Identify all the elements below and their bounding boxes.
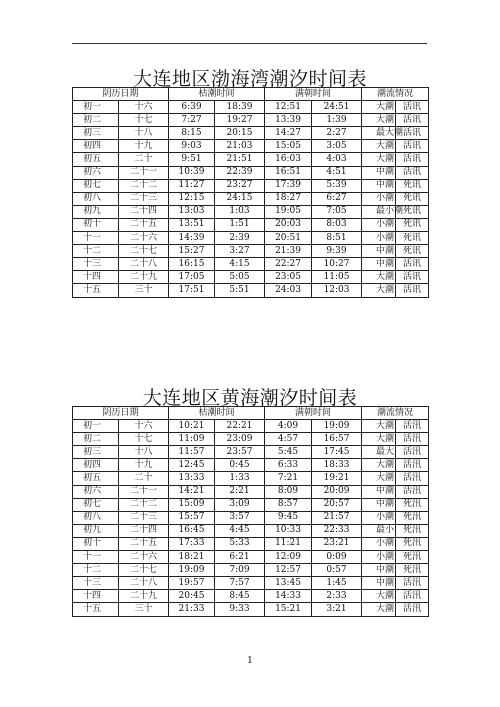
cell-high-tide-2: 8:03 [312, 218, 362, 231]
bohai-table-title: 大连地区渤海湾潮汐时间表 [132, 68, 367, 90]
cell-low-tide-1: 6:39 [169, 101, 215, 114]
cell-lunar-day-b: 二十三 [119, 192, 169, 205]
cell-lunar-day-b: 二十四 [119, 205, 169, 218]
table-row [73, 101, 429, 114]
cell-low-tide-1: 10:21 [169, 420, 215, 433]
cell-high-tide-2: 8:51 [312, 232, 362, 245]
cell-high-tide-1: 11:21 [265, 537, 312, 550]
cell-tide-level: 大潮 [362, 101, 396, 114]
cell-high-tide-2: 22:33 [312, 524, 362, 537]
cell-low-tide-1: 19:57 [169, 577, 215, 590]
cell-low-tide-2: 18:39 [215, 101, 265, 114]
cell-tide-level: 大潮 [362, 153, 396, 166]
cell-lunar-day-b: 十七 [119, 433, 169, 446]
cell-lunar-day-a: 初九 [73, 524, 119, 537]
cell-low-tide-1: 21:33 [169, 603, 215, 616]
cell-lunar-day-b: 二十四 [119, 524, 169, 537]
cell-tide-level: 大潮 [362, 433, 396, 446]
cell-lunar-day-b: 三十 [119, 603, 169, 616]
cell-low-tide-1: 14:21 [169, 485, 215, 498]
yellow-sea-tide-table [72, 406, 429, 617]
cell-lunar-day-b: 十六 [119, 420, 169, 433]
cell-high-tide-1: 8:09 [265, 485, 312, 498]
table-row [73, 284, 429, 297]
table-row [73, 140, 429, 153]
cell-lunar-day-b: 二十 [119, 472, 169, 485]
cell-low-tide-2: 22:39 [215, 166, 265, 179]
cell-tide-type: 活汛 [396, 420, 429, 433]
cell-tide-level: 最大潮 [362, 127, 396, 140]
cell-lunar-day-a: 初一 [73, 101, 119, 114]
cell-low-tide-1: 10:39 [169, 166, 215, 179]
table-row [73, 524, 429, 537]
cell-low-tide-1: 11:09 [169, 433, 215, 446]
header-high-tide: 满朝时间 [265, 407, 362, 420]
cell-high-tide-1: 23:05 [265, 271, 312, 284]
cell-tide-level: 小潮 [362, 511, 396, 524]
cell-low-tide-1: 13:51 [169, 218, 215, 231]
cell-tide-type: 活讯 [396, 153, 429, 166]
cell-high-tide-1: 20:51 [265, 232, 312, 245]
cell-lunar-day-b: 十九 [119, 140, 169, 153]
cell-tide-type: 死汛 [396, 511, 429, 524]
cell-high-tide-2: 18:33 [312, 459, 362, 472]
cell-low-tide-2: 5:05 [215, 271, 265, 284]
table-row [73, 577, 429, 590]
cell-tide-type: 活汛 [396, 446, 429, 459]
cell-high-tide-1: 15:05 [265, 140, 312, 153]
cell-high-tide-1: 24:03 [265, 284, 312, 297]
cell-low-tide-2: 7:57 [215, 577, 265, 590]
cell-low-tide-1: 16:45 [169, 524, 215, 537]
cell-lunar-day-b: 二十七 [119, 564, 169, 577]
cell-tide-type: 活讯 [396, 101, 429, 114]
cell-tide-level: 小潮 [362, 551, 396, 564]
table-row [73, 114, 429, 127]
table-row [73, 446, 429, 459]
cell-tide-type: 活汛 [396, 603, 429, 616]
cell-lunar-day-b: 二十八 [119, 577, 169, 590]
cell-high-tide-1: 16:51 [265, 166, 312, 179]
cell-tide-level: 最大 [362, 446, 396, 459]
cell-lunar-day-b: 十八 [119, 127, 169, 140]
cell-high-tide-1: 18:27 [265, 192, 312, 205]
cell-tide-type: 死汛 [396, 524, 429, 537]
cell-lunar-day-a: 初八 [73, 192, 119, 205]
cell-high-tide-2: 23:21 [312, 537, 362, 550]
cell-high-tide-2: 4:51 [312, 166, 362, 179]
cell-lunar-day-a: 初四 [73, 459, 119, 472]
cell-low-tide-1: 12:45 [169, 459, 215, 472]
cell-low-tide-1: 15:09 [169, 498, 215, 511]
cell-lunar-day-a: 初七 [73, 498, 119, 511]
cell-high-tide-1: 16:03 [265, 153, 312, 166]
header-low-tide: 枯潮时间 [169, 407, 265, 420]
cell-low-tide-2: 19:27 [215, 114, 265, 127]
cell-lunar-day-b: 二十五 [119, 537, 169, 550]
cell-tide-type: 死讯 [396, 192, 429, 205]
cell-low-tide-1: 20:45 [169, 590, 215, 603]
cell-lunar-day-b: 二十九 [119, 590, 169, 603]
cell-low-tide-2: 0:45 [215, 459, 265, 472]
cell-tide-type: 活讯 [396, 258, 429, 271]
table-header-row [73, 88, 429, 101]
cell-low-tide-1: 12:15 [169, 192, 215, 205]
cell-high-tide-1: 12:57 [265, 564, 312, 577]
table-row [73, 564, 429, 577]
cell-low-tide-2: 1:51 [215, 218, 265, 231]
page-number: 1 [247, 656, 253, 666]
header-lunar-date: 阴历日期 [73, 88, 169, 101]
header-rule [72, 43, 427, 44]
cell-tide-type: 活汛 [396, 472, 429, 485]
cell-tide-level: 大潮 [362, 603, 396, 616]
cell-tide-level: 大潮 [362, 284, 396, 297]
cell-lunar-day-a: 初二 [73, 433, 119, 446]
cell-lunar-day-a: 初七 [73, 179, 119, 192]
cell-low-tide-2: 8:45 [215, 590, 265, 603]
cell-tide-level: 大潮 [362, 590, 396, 603]
cell-low-tide-2: 3:57 [215, 511, 265, 524]
cell-high-tide-1: 5:45 [265, 446, 312, 459]
cell-high-tide-2: 2:33 [312, 590, 362, 603]
cell-lunar-day-a: 初五 [73, 153, 119, 166]
table-row [73, 271, 429, 284]
cell-high-tide-2: 19:09 [312, 420, 362, 433]
cell-low-tide-1: 15:57 [169, 511, 215, 524]
table-row [73, 153, 429, 166]
cell-high-tide-2: 9:39 [312, 245, 362, 258]
cell-tide-level: 大潮 [362, 420, 396, 433]
cell-lunar-day-b: 十六 [119, 101, 169, 114]
cell-high-tide-2: 4:03 [312, 153, 362, 166]
cell-lunar-day-a: 十四 [73, 271, 119, 284]
cell-tide-level: 大潮 [362, 114, 396, 127]
cell-tide-level: 中潮 [362, 166, 396, 179]
cell-low-tide-1: 7:27 [169, 114, 215, 127]
cell-tide-type: 活汛 [396, 590, 429, 603]
cell-tide-level: 最小潮 [362, 205, 396, 218]
cell-tide-level: 中潮 [362, 258, 396, 271]
cell-high-tide-2: 1:39 [312, 114, 362, 127]
cell-low-tide-1: 9:51 [169, 153, 215, 166]
cell-high-tide-1: 13:45 [265, 577, 312, 590]
cell-lunar-day-b: 二十八 [119, 258, 169, 271]
cell-lunar-day-a: 初三 [73, 127, 119, 140]
table-row [73, 232, 429, 245]
cell-high-tide-2: 0:57 [312, 564, 362, 577]
cell-lunar-day-a: 初三 [73, 446, 119, 459]
cell-tide-type: 活讯 [396, 140, 429, 153]
cell-high-tide-2: 24:51 [312, 101, 362, 114]
cell-low-tide-1: 17:51 [169, 284, 215, 297]
cell-lunar-day-b: 十九 [119, 459, 169, 472]
cell-tide-type: 活讯 [396, 166, 429, 179]
cell-low-tide-2: 21:03 [215, 140, 265, 153]
cell-low-tide-2: 24:15 [215, 192, 265, 205]
cell-lunar-day-a: 初五 [73, 472, 119, 485]
cell-low-tide-2: 20:15 [215, 127, 265, 140]
cell-lunar-day-b: 二十六 [119, 551, 169, 564]
cell-tide-level: 中潮 [362, 245, 396, 258]
cell-low-tide-2: 4:45 [215, 524, 265, 537]
cell-high-tide-1: 12:51 [265, 101, 312, 114]
cell-high-tide-2: 17:45 [312, 446, 362, 459]
cell-high-tide-1: 10:33 [265, 524, 312, 537]
table-header-row [73, 407, 429, 420]
cell-high-tide-2: 12:03 [312, 284, 362, 297]
cell-high-tide-1: 21:39 [265, 245, 312, 258]
table-row [73, 205, 429, 218]
cell-lunar-day-b: 二十二 [119, 498, 169, 511]
cell-tide-type: 死讯 [396, 179, 429, 192]
table-row [73, 498, 429, 511]
cell-low-tide-2: 22:21 [215, 420, 265, 433]
cell-low-tide-1: 16:15 [169, 258, 215, 271]
cell-tide-type: 死汛 [396, 498, 429, 511]
cell-low-tide-1: 13:33 [169, 472, 215, 485]
cell-lunar-day-a: 十一 [73, 551, 119, 564]
cell-lunar-day-a: 十五 [73, 603, 119, 616]
cell-lunar-day-a: 十三 [73, 258, 119, 271]
cell-low-tide-2: 1:03 [215, 205, 265, 218]
cell-high-tide-2: 6:27 [312, 192, 362, 205]
cell-lunar-day-a: 初九 [73, 205, 119, 218]
table-row [73, 537, 429, 550]
header-lunar-date: 阴历日期 [73, 407, 169, 420]
cell-lunar-day-b: 二十一 [119, 166, 169, 179]
cell-tide-level: 中潮 [362, 577, 396, 590]
cell-high-tide-1: 8:57 [265, 498, 312, 511]
cell-lunar-day-a: 十四 [73, 590, 119, 603]
table-row [73, 603, 429, 616]
header-high-tide: 满朝时间 [265, 88, 362, 101]
cell-lunar-day-a: 初二 [73, 114, 119, 127]
cell-high-tide-1: 4:09 [265, 420, 312, 433]
cell-lunar-day-a: 初六 [73, 166, 119, 179]
cell-high-tide-2: 19:21 [312, 472, 362, 485]
cell-low-tide-1: 18:21 [169, 551, 215, 564]
cell-high-tide-1: 22:27 [265, 258, 312, 271]
cell-tide-type: 死讯 [396, 232, 429, 245]
cell-high-tide-1: 14:33 [265, 590, 312, 603]
cell-lunar-day-a: 十二 [73, 245, 119, 258]
cell-lunar-day-a: 初十 [73, 218, 119, 231]
bohai-tide-table [72, 87, 429, 298]
table-row [73, 166, 429, 179]
cell-lunar-day-b: 二十五 [119, 218, 169, 231]
cell-low-tide-2: 2:39 [215, 232, 265, 245]
header-tide-status: 潮流情况 [362, 407, 429, 420]
cell-high-tide-1: 12:09 [265, 551, 312, 564]
cell-high-tide-1: 9:45 [265, 511, 312, 524]
cell-tide-level: 小潮 [362, 232, 396, 245]
table-row [73, 420, 429, 433]
cell-tide-level: 小潮 [362, 537, 396, 550]
cell-high-tide-2: 5:39 [312, 179, 362, 192]
cell-tide-type: 活讯 [396, 284, 429, 297]
cell-tide-level: 大潮 [362, 459, 396, 472]
cell-high-tide-2: 20:57 [312, 498, 362, 511]
cell-lunar-day-b: 二十九 [119, 271, 169, 284]
cell-tide-type: 活讯 [396, 127, 429, 140]
cell-low-tide-2: 4:15 [215, 258, 265, 271]
cell-lunar-day-b: 二十 [119, 153, 169, 166]
cell-high-tide-1: 7:21 [265, 472, 312, 485]
cell-high-tide-2: 21:57 [312, 511, 362, 524]
cell-lunar-day-a: 初四 [73, 140, 119, 153]
cell-tide-type: 活讯 [396, 114, 429, 127]
cell-low-tide-1: 17:33 [169, 537, 215, 550]
cell-lunar-day-a: 十五 [73, 284, 119, 297]
cell-low-tide-2: 5:51 [215, 284, 265, 297]
cell-tide-type: 死讯 [396, 245, 429, 258]
cell-low-tide-2: 6:21 [215, 551, 265, 564]
cell-high-tide-2: 7:05 [312, 205, 362, 218]
cell-low-tide-1: 17:05 [169, 271, 215, 284]
cell-low-tide-1: 19:09 [169, 564, 215, 577]
cell-high-tide-1: 14:27 [265, 127, 312, 140]
cell-tide-level: 大潮 [362, 472, 396, 485]
cell-tide-level: 大潮 [362, 140, 396, 153]
table-row [73, 192, 429, 205]
cell-tide-type: 死讯 [396, 218, 429, 231]
table-row [73, 459, 429, 472]
cell-high-tide-2: 16:57 [312, 433, 362, 446]
cell-high-tide-2: 2:27 [312, 127, 362, 140]
cell-low-tide-2: 3:27 [215, 245, 265, 258]
cell-high-tide-1: 19:05 [265, 205, 312, 218]
cell-high-tide-2: 11:05 [312, 271, 362, 284]
cell-tide-type: 死汛 [396, 564, 429, 577]
cell-high-tide-2: 1:45 [312, 577, 362, 590]
cell-low-tide-1: 8:15 [169, 127, 215, 140]
cell-tide-level: 大潮 [362, 271, 396, 284]
table-row [73, 245, 429, 258]
cell-lunar-day-b: 二十二 [119, 179, 169, 192]
cell-tide-type: 活讯 [396, 271, 429, 284]
cell-low-tide-2: 23:57 [215, 446, 265, 459]
cell-tide-type: 活汛 [396, 459, 429, 472]
cell-tide-level: 小潮 [362, 192, 396, 205]
cell-high-tide-1: 15:21 [265, 603, 312, 616]
table-row [73, 433, 429, 446]
yellow-sea-table-title: 大连地区黄海潮汐时间表 [142, 387, 358, 409]
cell-tide-level: 最小 [362, 524, 396, 537]
header-tide-status: 潮流情况 [362, 88, 429, 101]
cell-low-tide-2: 9:33 [215, 603, 265, 616]
cell-tide-level: 中潮 [362, 179, 396, 192]
cell-low-tide-1: 11:27 [169, 179, 215, 192]
cell-low-tide-2: 3:09 [215, 498, 265, 511]
table-row [73, 590, 429, 603]
cell-lunar-day-b: 二十七 [119, 245, 169, 258]
cell-high-tide-1: 17:39 [265, 179, 312, 192]
cell-tide-type: 死汛 [396, 551, 429, 564]
table-row [73, 472, 429, 485]
cell-lunar-day-a: 十一 [73, 232, 119, 245]
table-body [73, 101, 429, 297]
cell-tide-level: 中潮 [362, 498, 396, 511]
cell-lunar-day-a: 十三 [73, 577, 119, 590]
cell-low-tide-1: 11:57 [169, 446, 215, 459]
table-row [73, 218, 429, 231]
cell-lunar-day-b: 二十六 [119, 232, 169, 245]
cell-low-tide-2: 21:51 [215, 153, 265, 166]
cell-lunar-day-b: 二十三 [119, 511, 169, 524]
cell-tide-type: 活汛 [396, 433, 429, 446]
cell-low-tide-2: 7:09 [215, 564, 265, 577]
cell-low-tide-1: 14:39 [169, 232, 215, 245]
table-row [73, 258, 429, 271]
cell-high-tide-1: 4:57 [265, 433, 312, 446]
cell-lunar-day-a: 初十 [73, 537, 119, 550]
cell-high-tide-1: 13:39 [265, 114, 312, 127]
cell-low-tide-2: 23:27 [215, 179, 265, 192]
cell-high-tide-2: 20:09 [312, 485, 362, 498]
cell-low-tide-1: 13:03 [169, 205, 215, 218]
cell-high-tide-1: 6:33 [265, 459, 312, 472]
cell-tide-type: 活汛 [396, 485, 429, 498]
cell-tide-type: 死讯 [396, 205, 429, 218]
table-row [73, 511, 429, 524]
cell-high-tide-2: 3:21 [312, 603, 362, 616]
table-row [73, 127, 429, 140]
cell-low-tide-1: 9:03 [169, 140, 215, 153]
cell-low-tide-1: 15:27 [169, 245, 215, 258]
cell-lunar-day-a: 十二 [73, 564, 119, 577]
cell-tide-level: 中潮 [362, 564, 396, 577]
cell-lunar-day-a: 初一 [73, 420, 119, 433]
cell-high-tide-2: 0:09 [312, 551, 362, 564]
cell-lunar-day-a: 初六 [73, 485, 119, 498]
cell-high-tide-2: 3:05 [312, 140, 362, 153]
table-row [73, 179, 429, 192]
table-body [73, 420, 429, 616]
cell-high-tide-1: 20:03 [265, 218, 312, 231]
cell-low-tide-2: 1:33 [215, 472, 265, 485]
cell-low-tide-2: 5:33 [215, 537, 265, 550]
header-low-tide: 枯潮时间 [169, 88, 265, 101]
cell-tide-level: 中潮 [362, 485, 396, 498]
table-row [73, 485, 429, 498]
cell-tide-level: 小潮 [362, 218, 396, 231]
cell-lunar-day-b: 三十 [119, 284, 169, 297]
cell-lunar-day-b: 二十一 [119, 485, 169, 498]
cell-lunar-day-b: 十七 [119, 114, 169, 127]
table-row [73, 551, 429, 564]
cell-lunar-day-b: 十八 [119, 446, 169, 459]
cell-low-tide-2: 2:21 [215, 485, 265, 498]
cell-tide-type: 死汛 [396, 537, 429, 550]
cell-low-tide-2: 23:09 [215, 433, 265, 446]
cell-high-tide-2: 10:27 [312, 258, 362, 271]
cell-lunar-day-a: 初八 [73, 511, 119, 524]
cell-tide-type: 活汛 [396, 577, 429, 590]
